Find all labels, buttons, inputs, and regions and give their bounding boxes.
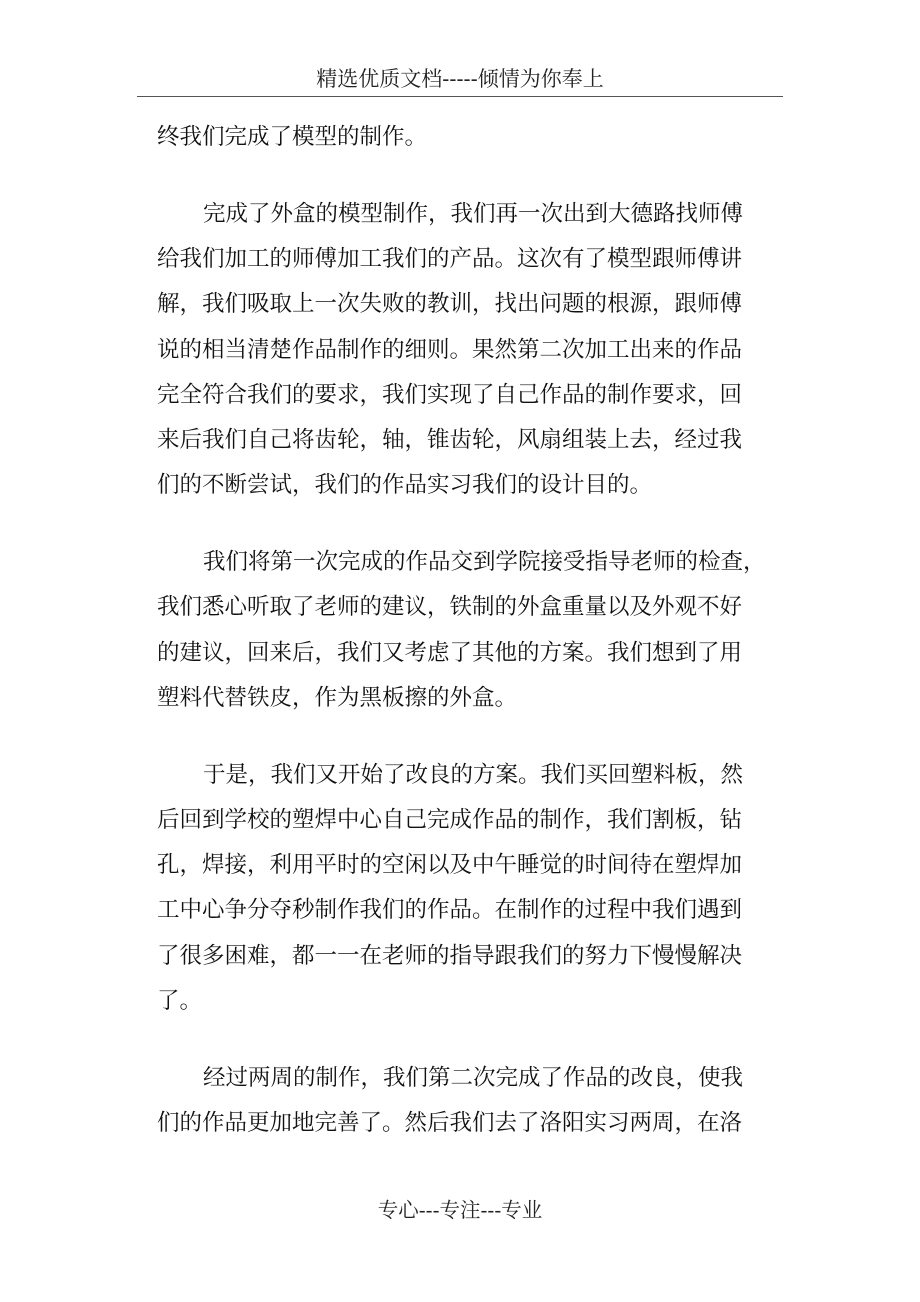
paragraph [157,192,763,509]
text-line: 经过两周的制作，我们第二次完成了作品的改良，使我 [203,1064,744,1091]
paragraph [157,1056,763,1147]
text-line: 的建议，回来后，我们又考虑了其他的方案。我们想到了用 [157,639,743,666]
text-line: 我们悉心听取了老师的建议，铁制的外盒重量以及外观不好 [157,594,743,621]
text-line: 工中心争分夺秒制作我们的作品。在制作的过程中我们遇到 [157,897,743,924]
text-line: 来后我们自己将齿轮，轴，锥齿轮，风扇组装上去，经过我 [157,427,743,453]
text-line: 解，我们吸取上一次失败的教训，找出问题的根源，跟师傅 [157,291,743,318]
paragraph [157,115,763,160]
paragraph [157,540,766,721]
text-line: 说的相当清楚作品制作的细则。果然第二次加工出来的作品 [157,336,743,363]
text-line: 了很多困难，都一一在老师的指导跟我们的努力下慢慢解决 [157,942,743,969]
text-line: 孔，焊接，利用平时的空闲以及中午睡觉的时间待在塑焊加 [157,852,743,878]
text-line: 完成了外盒的模型制作，我们再一次出到大德路找师傅 [203,200,744,227]
text-line: 于是，我们又开始了改良的方案。我们买回塑料板，然 [203,761,744,788]
document-body [157,115,766,1146]
text-line: 后回到学校的塑焊中心自己完成作品的制作，我们割板，钻 [157,806,743,833]
text-line: 终我们完成了模型的制作。 [157,124,428,150]
text-line: 给我们加工的师傅加工我们的产品。这次有了模型跟师傅讲 [157,246,743,272]
page-footer: 专心---专注---专业 [377,1198,543,1222]
text-line: 了。 [157,987,203,1014]
text-line: 完全符合我们的要求，我们实现了自己作品的制作要求，回 [157,381,743,408]
text-line: 我们将第一次完成的作品交到学院接受指导老师的检查， [203,549,766,575]
page-header: 精选优质文档-----倾情为你奉上 [137,62,783,97]
paragraph [157,753,763,1025]
text-line: 们的作品更加地完善了。然后我们去了洛阳实习两周，在洛 [157,1109,743,1136]
text-line: 们的不断尝试，我们的作品实习我们的设计目的。 [157,472,653,499]
text-line: 塑料代替铁皮，作为黑板擦的外盒。 [157,684,518,711]
